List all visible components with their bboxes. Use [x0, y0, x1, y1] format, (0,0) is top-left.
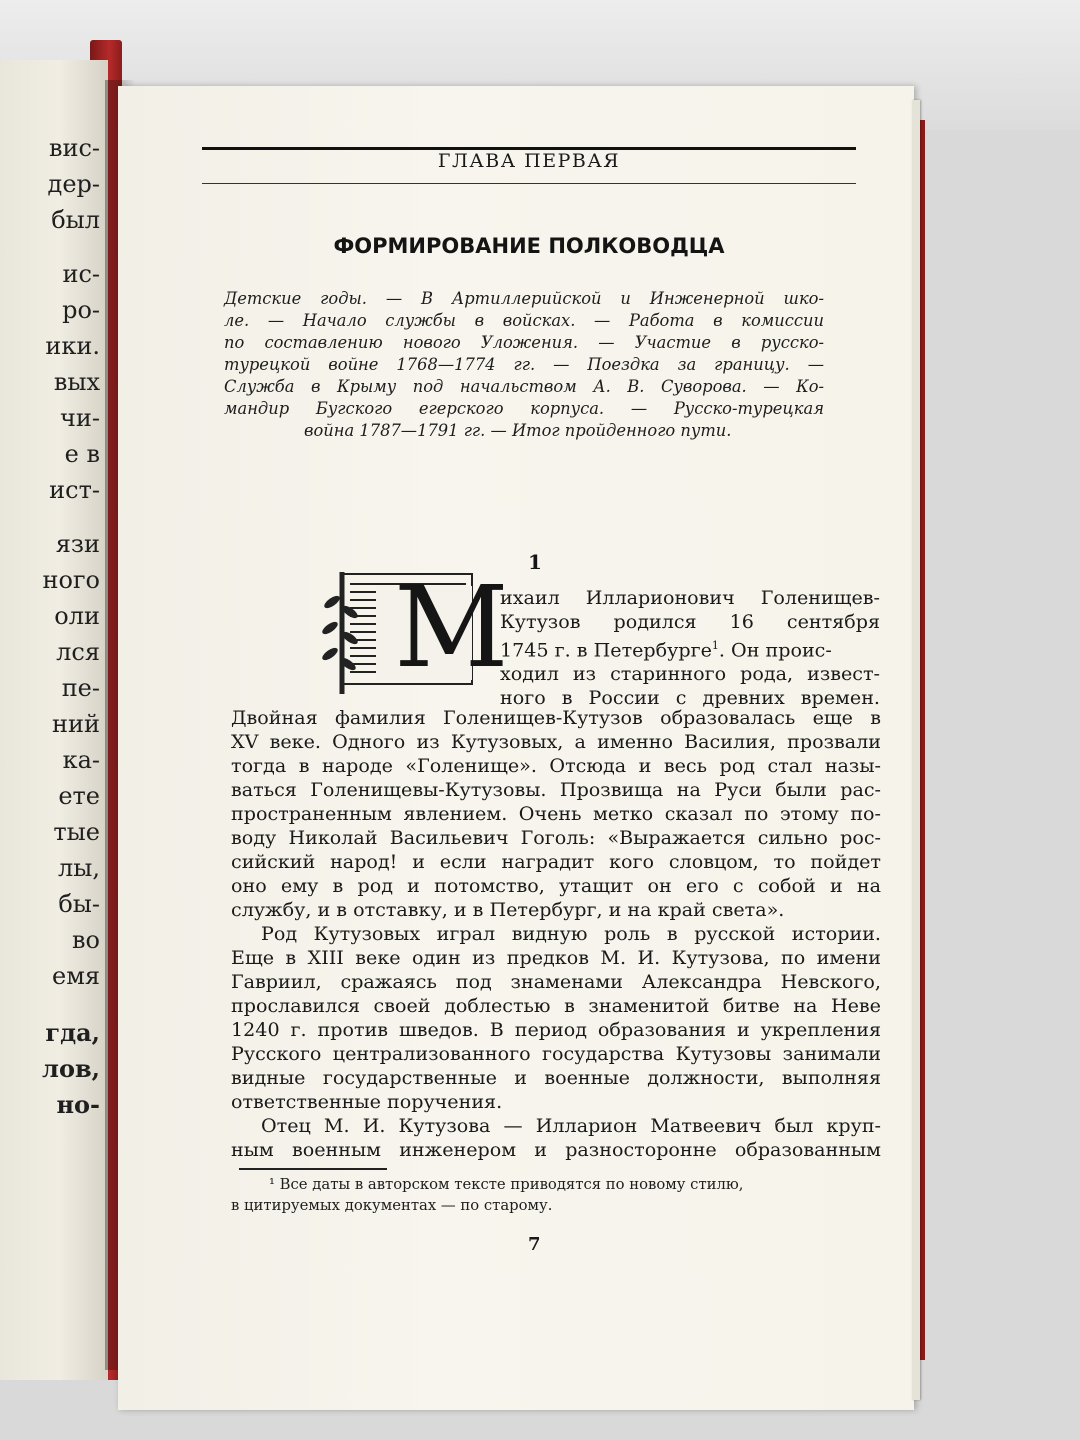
paragraph-2 — [231, 922, 881, 1114]
summary-line: Служба в Крыму под начальством А. В. Суворова. — Ко- — [224, 377, 824, 396]
left-page-line: ис- — [62, 260, 100, 288]
left-page-line: ний — [52, 710, 100, 738]
chapter-label: ГЛАВА ПЕРВАЯ — [437, 150, 621, 172]
body-line: тогда в народе «Голенище». Отсюда и весь род стал назы- — [231, 754, 881, 777]
footnote-mark: 1 — [711, 639, 719, 652]
footnote-line: в цитируемых документах — по старому. — [231, 1197, 553, 1214]
body-line: XV веке. Одного из Кутузовых, а именно Василия, прозвали — [231, 730, 881, 753]
body-line: Двойная фамилия Голенищев-Кутузов образовалась еще в — [231, 706, 881, 729]
body-line-start: 1745 г. в Петербурге — [500, 638, 712, 662]
page-number: 7 — [528, 1234, 541, 1255]
left-page-line: лы, — [58, 854, 100, 882]
left-page-line: тые — [53, 818, 100, 846]
body-line: ходил из старинного рода, извест- — [500, 662, 880, 686]
body-line: ваться Голенищевы-Кутузовы. Прозвища на Руси были рас- — [231, 778, 881, 801]
dropcap-paragraph — [500, 586, 880, 710]
left-page-line: язи — [55, 530, 100, 558]
left-page-line: ики. — [45, 332, 100, 360]
body-line: ным военным инженером и разносторонне образованным — [231, 1138, 881, 1161]
left-page-line: дер- — [47, 170, 100, 198]
body-line: службу, и в отставку, и в Петербург, и на край света». — [231, 898, 785, 921]
left-page-line: ист- — [49, 476, 100, 504]
left-page-line: во — [72, 926, 100, 954]
left-page-line: ро- — [62, 296, 100, 324]
left-page-line: пе- — [61, 674, 100, 702]
body-line: ответственные поручения. — [231, 1090, 503, 1113]
paragraph-3 — [231, 1114, 881, 1162]
left-page-line: лся — [56, 638, 100, 666]
left-page-line: но- — [56, 1090, 100, 1119]
chapter-title: ФОРМИРОВАНИЕ ПОЛКОВОДЦА — [333, 234, 725, 258]
body-line: Кутузов родился 16 сентября — [500, 610, 880, 633]
footnote — [231, 1174, 881, 1216]
summary-line: турецкой войне 1768—1774 гг. — Поездка за границу. — — [224, 355, 824, 374]
body-line: пространенным явлением. Очень метко сказал по этому по- — [231, 802, 881, 825]
body-line: Род Кутузовых играл видную роль в русской истории. — [261, 922, 881, 945]
section-number: 1 — [528, 550, 542, 574]
footnote-line: ¹ Все даты в авторском тексте приводятся по новому стилю, — [269, 1176, 744, 1193]
left-page-line: бы- — [58, 890, 100, 918]
body-line: оно ему в род и потомство, утащит он его с собой и на — [231, 874, 881, 897]
dropcap-letter: М — [394, 563, 509, 693]
body-line: видные государственные и военные должности, выполняя — [231, 1066, 881, 1089]
body-line: ихаил Илларионович Голенищев- — [500, 586, 880, 609]
left-page-line: лов, — [42, 1054, 100, 1083]
left-page-line: е в — [64, 440, 100, 468]
summary-line: ле. — Начало службы в войсках. — Работа в комиссии — [224, 311, 824, 330]
left-page-line: ного — [42, 566, 100, 594]
summary-line: мандир Бугского егерского корпуса. — Русско-турецкая — [224, 399, 824, 418]
body-line: воду Николай Васильевич Гоголь: «Выражается сильно рос- — [231, 826, 881, 849]
left-page-line: ете — [58, 782, 100, 810]
body-line: Русского централизованного государства Кутузовы занимали — [231, 1042, 881, 1065]
paragraph-1 — [231, 706, 881, 922]
footnote-rule — [239, 1168, 387, 1170]
left-page-line: емя — [51, 962, 100, 990]
chapter-summary — [224, 288, 824, 442]
body-line: Еще в XIII веке один из предков М. И. Кутузова, по имени — [231, 946, 881, 969]
chapter-bottom-rule — [202, 183, 856, 184]
left-page-line: ка- — [62, 746, 100, 774]
body-line: прославился своей доблестью в знаменитой битве на Неве — [231, 994, 881, 1017]
left-page-line: оли — [54, 602, 100, 630]
body-line-end: . Он проис- — [718, 638, 832, 662]
body-line: сийский народ! и если наградит кого словцом, то пойдет — [231, 850, 881, 873]
body-line: ного в России с древних времен. — [500, 686, 880, 710]
left-page-line: вых — [53, 368, 100, 396]
right-page — [118, 86, 914, 1410]
left-page-line: чи- — [60, 404, 100, 432]
left-page-line: был — [51, 206, 100, 234]
body-line: 1240 г. против шведов. В период образования и укрепления — [231, 1018, 881, 1041]
left-page-line: вис- — [48, 134, 100, 162]
page-edge — [912, 100, 920, 1400]
summary-line: война 1787—1791 гг. — Итог пройденного пути. — [304, 421, 732, 440]
left-page-line: гда, — [45, 1018, 100, 1047]
dropcap-ornament — [316, 563, 509, 696]
body-line: Гавриил, сражаясь под знаменами Александра Невского, — [231, 970, 881, 993]
body-line — [500, 634, 880, 662]
summary-line: Детские годы. — В Артиллерийской и Инженерной шко- — [224, 289, 824, 308]
body-line: Отец М. И. Кутузова — Илларион Матвеевич был круп- — [261, 1114, 881, 1137]
summary-line: по составлению нового Уложения. — Участие в русско- — [224, 333, 824, 352]
left-page — [0, 60, 108, 1380]
